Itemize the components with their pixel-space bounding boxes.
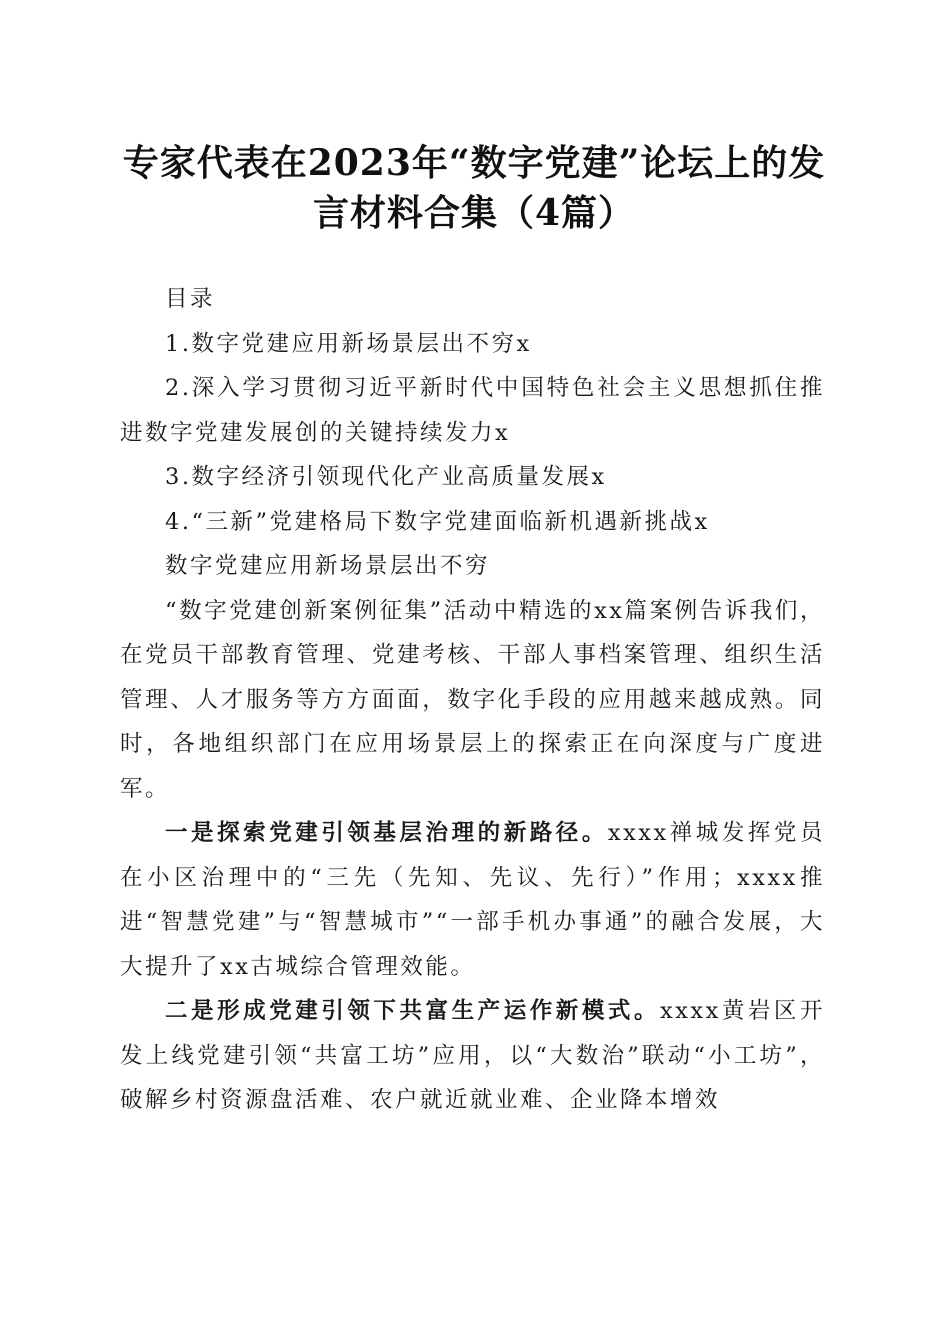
paragraph-3-text: xxxx黄岩区开发上线党建引领“共富工坊”应用，以“大数治”联动“小工坊”，破解乡村资源盘活难、农户就近就业难、企业降本增效 bbox=[120, 998, 825, 1113]
document-body bbox=[120, 277, 825, 1123]
title-line-2: 言材料合集（4篇） bbox=[312, 192, 636, 234]
section-heading: 数字党建应用新场景层出不穷 bbox=[165, 553, 491, 579]
title-line-1: 专家代表在2023年“数字党建”论坛上的发 bbox=[122, 142, 826, 184]
paragraph-2-text: xxxx禅城发挥党员在小区治理中的“三先（先知、先议、先行）”作用；xxxx推进“智慧党建”与“智慧城市”“一部手机办事通”的融合发展，大大提升了xx古城综合管理效能。 bbox=[120, 820, 825, 980]
toc-heading: 目录 bbox=[165, 286, 216, 312]
toc-item-2: 2.深入学习贯彻习近平新时代中国特色社会主义思想抓住推进数字党建发展创的关键持续发力x bbox=[120, 375, 825, 446]
document-title bbox=[118, 138, 830, 238]
paragraph-2-lead: 一是探索党建引领基层治理的新路径。 bbox=[165, 820, 608, 846]
toc-item-1: 1.数字党建应用新场景层出不穷x bbox=[165, 330, 532, 357]
section-paragraph-3 bbox=[120, 989, 825, 1123]
toc-item-4: 4.“三新”党建格局下数字党建面临新机遇新挑战x bbox=[165, 508, 710, 535]
paragraph-3-lead: 二是形成党建引领下共富生产运作新模式。 bbox=[165, 998, 661, 1024]
section-paragraph-2 bbox=[120, 811, 825, 989]
section-paragraph-1: “数字党建创新案例征集”活动中精选的xx篇案例告诉我们，在党员干部教育管理、党建考核、干部人事档案管理、组织生活管理、人才服务等方方面面，数字化手段的应用越来越成熟。同时，各地组织部门在应用场景层上的探索正在向深度与广度进军。 bbox=[120, 597, 825, 802]
toc-item-3: 3.数字经济引领现代化产业高质量发展x bbox=[165, 464, 607, 490]
